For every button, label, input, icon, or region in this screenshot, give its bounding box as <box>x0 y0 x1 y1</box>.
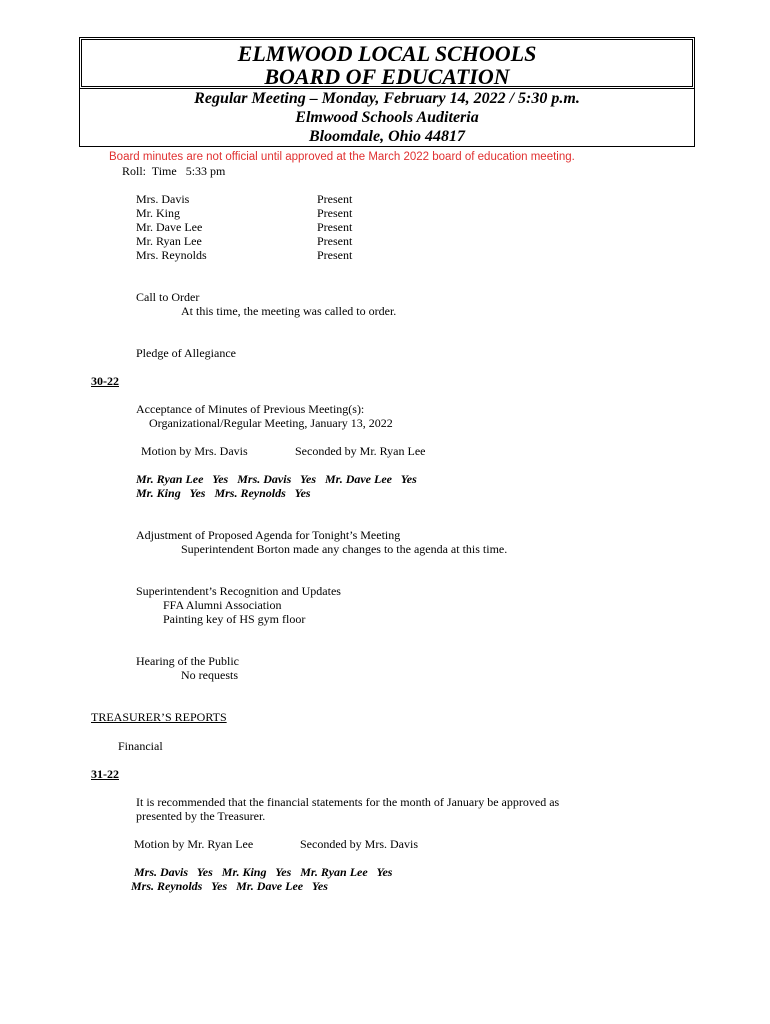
vote-30-22-line2: Mr. King Yes Mrs. Reynolds Yes <box>136 486 311 500</box>
superintendent-item-2: Painting key of HS gym floor <box>163 612 306 626</box>
motion-30-22: Motion by Mrs. Davis <box>141 444 248 458</box>
vote-30-22-line1: Mr. Ryan Lee Yes Mrs. Davis Yes Mr. Dave Lee Yes <box>136 472 417 486</box>
roll-status-4: Present <box>317 234 353 248</box>
meeting-datetime: Regular Meeting – Monday, February 14, 2022 / 5:30 p.m. <box>194 90 580 107</box>
financial-statement-line2: presented by the Treasurer. <box>136 809 266 823</box>
minutes-acceptance-detail: Organizational/Regular Meeting, January 13, 2022 <box>149 416 393 430</box>
call-to-order-text: At this time, the meeting was called to order. <box>181 304 397 318</box>
roll-status-5: Present <box>317 248 353 262</box>
roll-name-1: Mrs. Davis <box>136 192 190 206</box>
financial-statement-line1: It is recommended that the financial statements for the month of January be approved as <box>136 795 560 809</box>
agenda-text: Superintendent Borton made any changes to the agenda at this time. <box>181 542 508 556</box>
call-to-order-title: Call to Order <box>136 290 200 304</box>
treasurer-reports-heading: TREASURER’S REPORTS <box>91 710 227 724</box>
board-name: BOARD OF EDUCATION <box>264 64 510 89</box>
roll-status-2: Present <box>317 206 353 220</box>
district-name: ELMWOOD LOCAL SCHOOLS <box>237 41 537 66</box>
roll-name-4: Mr. Ryan Lee <box>136 234 202 248</box>
resolution-number-31-22: 31-22 <box>91 767 119 781</box>
minutes-acceptance-title: Acceptance of Minutes of Previous Meeting(s): <box>136 402 365 416</box>
roll-status-3: Present <box>317 220 353 234</box>
approval-notice: Board minutes are not official until approved at the March 2022 board of education meeting. <box>109 151 575 163</box>
roll-name-5: Mrs. Reynolds <box>136 248 207 262</box>
vote-31-22-line2: Mrs. Reynolds Yes Mr. Dave Lee Yes <box>131 879 328 893</box>
meeting-location: Elmwood Schools Auditeria <box>295 109 479 126</box>
second-31-22: Seconded by Mrs. Davis <box>300 837 418 851</box>
roll-name-2: Mr. King <box>136 206 181 220</box>
resolution-number-30-22: 30-22 <box>91 374 119 388</box>
vote-31-22-line1: Mrs. Davis Yes Mr. King Yes Mr. Ryan Lee Yes <box>134 865 393 879</box>
meeting-info-box <box>79 89 695 147</box>
superintendent-item-1: FFA Alumni Association <box>163 598 282 612</box>
roll-name-3: Mr. Dave Lee <box>136 220 203 234</box>
public-hearing-text: No requests <box>181 668 238 682</box>
roll-status-1: Present <box>317 192 353 206</box>
financial-label: Financial <box>118 739 163 753</box>
second-30-22: Seconded by Mr. Ryan Lee <box>295 444 426 458</box>
meeting-city: Bloomdale, Ohio 44817 <box>308 128 465 145</box>
public-hearing-title: Hearing of the Public <box>136 654 239 668</box>
motion-31-22: Motion by Mr. Ryan Lee <box>134 837 254 851</box>
roll-label: Roll: Time 5:33 pm <box>122 164 226 178</box>
superintendent-title: Superintendent’s Recognition and Updates <box>136 584 341 598</box>
agenda-title: Adjustment of Proposed Agenda for Tonight’s Meeting <box>136 528 401 542</box>
pledge: Pledge of Allegiance <box>136 346 236 360</box>
title-box <box>79 37 695 89</box>
